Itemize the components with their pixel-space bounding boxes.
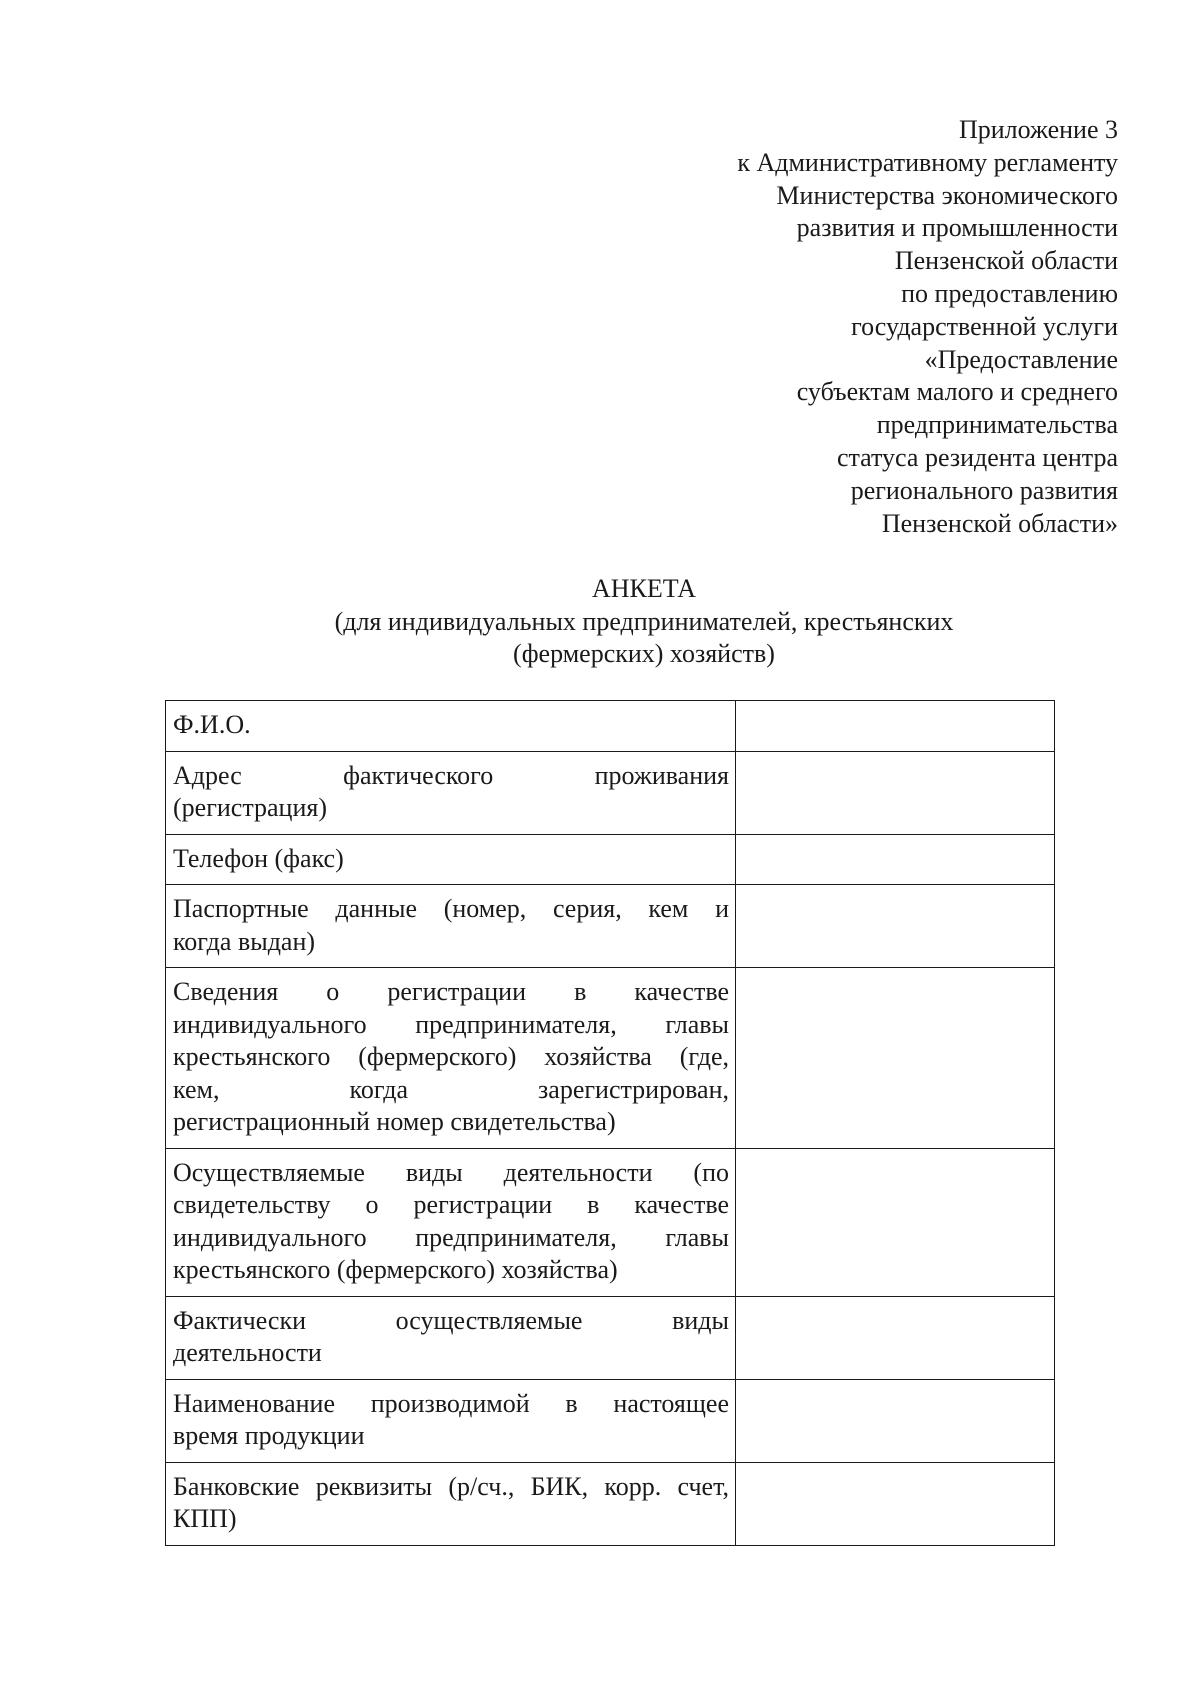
field-label bbox=[166, 1462, 736, 1545]
field-label bbox=[166, 1296, 736, 1379]
field-label-line: крестьянского (фермерского) хозяйства) bbox=[173, 1255, 618, 1284]
field-label-line: крестьянского (фермерского) хозяйства (где, bbox=[173, 1042, 729, 1071]
field-value-cell[interactable] bbox=[736, 1296, 1055, 1379]
field-label-line: КПП) bbox=[173, 1504, 237, 1533]
table-row bbox=[166, 885, 1055, 968]
field-label-line: свидетельству о регистрации в качестве bbox=[173, 1190, 729, 1219]
appendix-line: Пензенской области» bbox=[881, 508, 1118, 538]
field-label-line: Телефон (факс) bbox=[173, 843, 344, 873]
field-label-line: индивидуального предпринимателя, главы bbox=[173, 1222, 729, 1252]
table-row bbox=[166, 1379, 1055, 1462]
field-label-line: Осуществляемые виды деятельности (по bbox=[173, 1157, 729, 1187]
field-label-line: Сведения о регистрации в качестве bbox=[173, 977, 729, 1006]
questionnaire-table bbox=[165, 700, 1055, 1546]
field-value-cell[interactable] bbox=[736, 751, 1055, 834]
field-label-line: кем, когда зарегистрирован, bbox=[173, 1074, 729, 1104]
appendix-line: развития и промышленности bbox=[796, 213, 1118, 243]
field-label-line: Фактически осуществляемые виды bbox=[173, 1305, 729, 1335]
appendix-line: государственной услуги bbox=[851, 311, 1118, 341]
title-heading: АНКЕТА bbox=[591, 574, 697, 603]
field-label-line: деятельности bbox=[173, 1338, 322, 1367]
field-value-cell[interactable] bbox=[736, 885, 1055, 968]
field-value-cell[interactable] bbox=[736, 834, 1055, 885]
field-label bbox=[166, 1379, 736, 1462]
field-label-line: время продукции bbox=[173, 1421, 365, 1450]
table-row bbox=[166, 1148, 1055, 1296]
field-label bbox=[166, 1148, 736, 1296]
appendix-line: предпринимательства bbox=[876, 410, 1118, 440]
appendix-line: Пензенской области bbox=[894, 246, 1118, 276]
appendix-line: Приложение 3 bbox=[958, 115, 1118, 144]
field-label-line: регистрационный номер свидетельства) bbox=[173, 1107, 616, 1136]
field-label bbox=[166, 968, 736, 1149]
appendix-line: регионального развития bbox=[850, 475, 1118, 505]
table-row bbox=[166, 968, 1055, 1149]
field-value-cell[interactable] bbox=[736, 701, 1055, 752]
appendix-line: Министерства экономического bbox=[776, 180, 1118, 210]
title-subtitle-line: (фермерских) хозяйств) bbox=[513, 639, 775, 668]
field-label-line: индивидуального предпринимателя, главы bbox=[173, 1009, 729, 1039]
appendix-header bbox=[518, 114, 1118, 540]
table-row bbox=[166, 834, 1055, 885]
field-value-cell[interactable] bbox=[736, 1379, 1055, 1462]
field-label-line: Паспортные данные (номер, серия, кем и bbox=[173, 894, 729, 923]
field-label-line: Наименование производимой в настоящее bbox=[173, 1388, 729, 1418]
field-label-line: Адрес фактического проживания bbox=[173, 760, 729, 790]
appendix-line: по предоставлению bbox=[901, 278, 1118, 308]
document-title bbox=[0, 573, 1200, 671]
field-label bbox=[166, 834, 736, 885]
field-label bbox=[166, 701, 736, 752]
appendix-line: субъектам малого и среднего bbox=[796, 377, 1118, 407]
field-label bbox=[166, 751, 736, 834]
field-value-cell[interactable] bbox=[736, 968, 1055, 1149]
title-subtitle-line: (для индивидуальных предпринимателей, крестьянских bbox=[334, 606, 954, 636]
table-row bbox=[166, 1462, 1055, 1545]
field-label-line: (регистрация) bbox=[173, 793, 327, 822]
field-label-line: Ф.И.О. bbox=[173, 710, 251, 739]
field-value-cell[interactable] bbox=[736, 1462, 1055, 1545]
field-label-line: Банковские реквизиты (р/сч., БИК, корр. счет, bbox=[173, 1471, 729, 1501]
field-value-cell[interactable] bbox=[736, 1148, 1055, 1296]
appendix-line: «Предоставление bbox=[924, 344, 1118, 374]
field-label bbox=[166, 885, 736, 968]
appendix-line: к Административному регламенту bbox=[737, 147, 1118, 177]
table-row bbox=[166, 751, 1055, 834]
table-row bbox=[166, 701, 1055, 752]
appendix-line: статуса резидента центра bbox=[836, 442, 1118, 472]
table-row bbox=[166, 1296, 1055, 1379]
field-label-line: когда выдан) bbox=[173, 926, 316, 956]
